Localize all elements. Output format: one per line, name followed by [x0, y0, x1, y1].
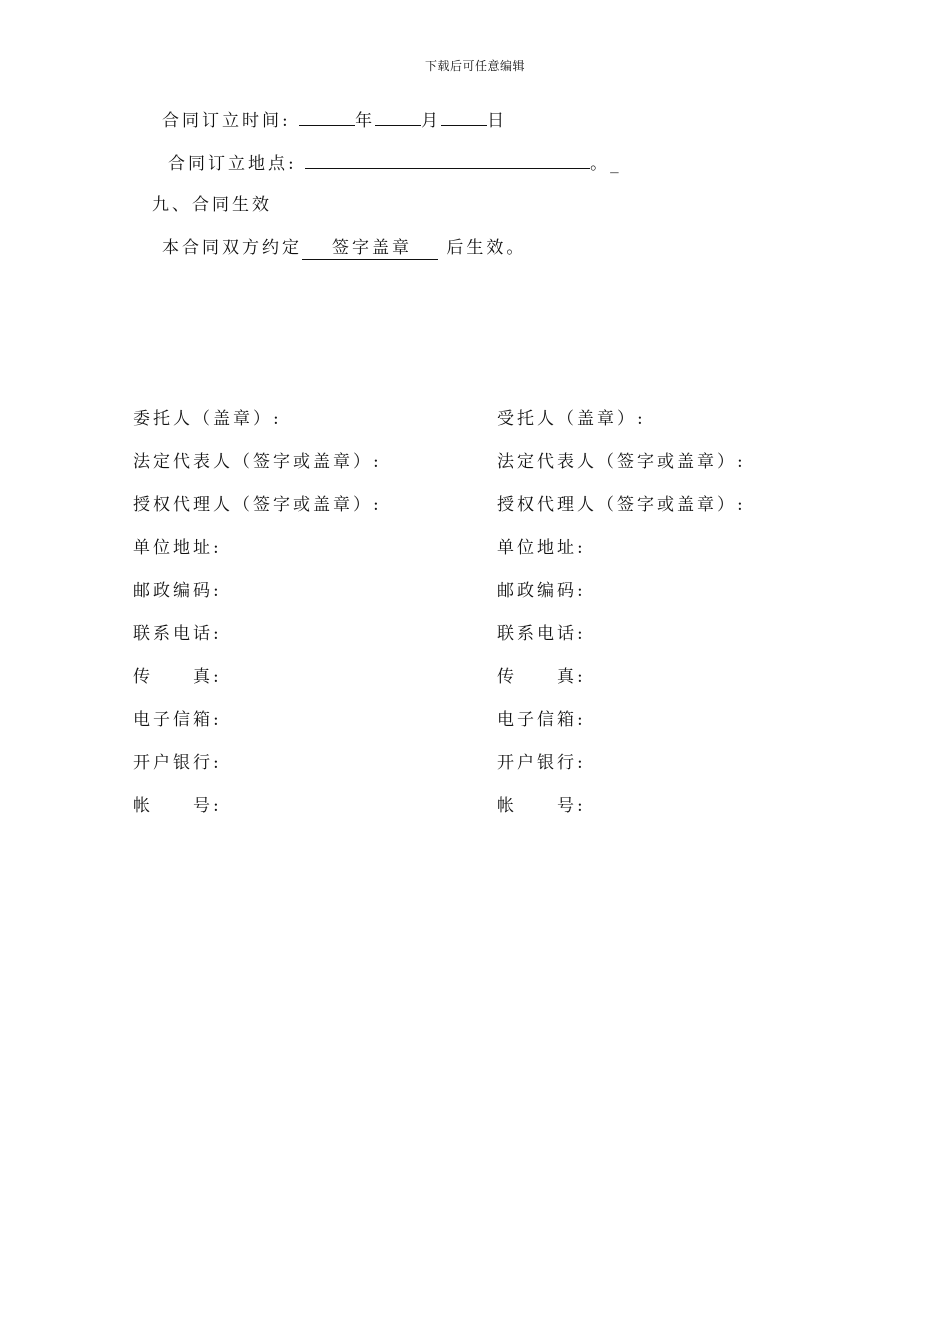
contract-place-label: 合同订立地点: [168, 154, 297, 174]
trustee-title: 受托人（盖章）: [497, 409, 646, 429]
section-nine-body [162, 237, 526, 260]
page-header: 下载后可任意编辑 [424, 59, 525, 73]
effective-pre: 本合同双方约定 [162, 238, 302, 258]
client-agent: 授权代理人（签字或盖章）: [133, 495, 382, 515]
year-blank[interactable] [299, 108, 355, 126]
trustee-legal-rep: 法定代表人（签字或盖章）: [497, 452, 746, 472]
client-title: 委托人（盖章）: [133, 409, 282, 429]
day-blank[interactable] [441, 108, 487, 126]
client-legal-rep: 法定代表人（签字或盖章）: [133, 452, 382, 472]
contract-time-line [162, 108, 507, 132]
day-label: 日 [487, 111, 508, 131]
client-address: 单位地址: [133, 538, 222, 558]
trustee-signature-block [497, 408, 746, 838]
trustee-email: 电子信箱: [497, 710, 586, 730]
section-nine-title: 九、合同生效 [152, 195, 272, 215]
trustee-address: 单位地址: [497, 538, 586, 558]
client-bank: 开户银行: [133, 753, 222, 773]
trustee-fax: 传 真: [497, 667, 586, 687]
place-blank[interactable] [305, 151, 590, 169]
client-phone: 联系电话: [133, 624, 222, 644]
effective-post: 后生效。 [446, 238, 527, 258]
trustee-account: 帐 号: [497, 796, 586, 816]
client-account: 帐 号: [133, 796, 222, 816]
contract-place-line [168, 151, 622, 175]
month-label: 月 [421, 111, 442, 131]
trustee-postcode: 邮政编码: [497, 581, 586, 601]
client-signature-block [133, 408, 382, 838]
trustee-bank: 开户银行: [497, 753, 586, 773]
client-email: 电子信箱: [133, 710, 222, 730]
client-postcode: 邮政编码: [133, 581, 222, 601]
trustee-agent: 授权代理人（签字或盖章）: [497, 495, 746, 515]
month-blank[interactable] [375, 108, 421, 126]
contract-time-label: 合同订立时间: [162, 111, 291, 131]
client-fax: 传 真: [133, 667, 222, 687]
effective-condition: 签字盖章 [302, 237, 438, 260]
trustee-phone: 联系电话: [497, 624, 586, 644]
place-end: 。_ [590, 154, 622, 174]
year-label: 年 [355, 111, 376, 131]
